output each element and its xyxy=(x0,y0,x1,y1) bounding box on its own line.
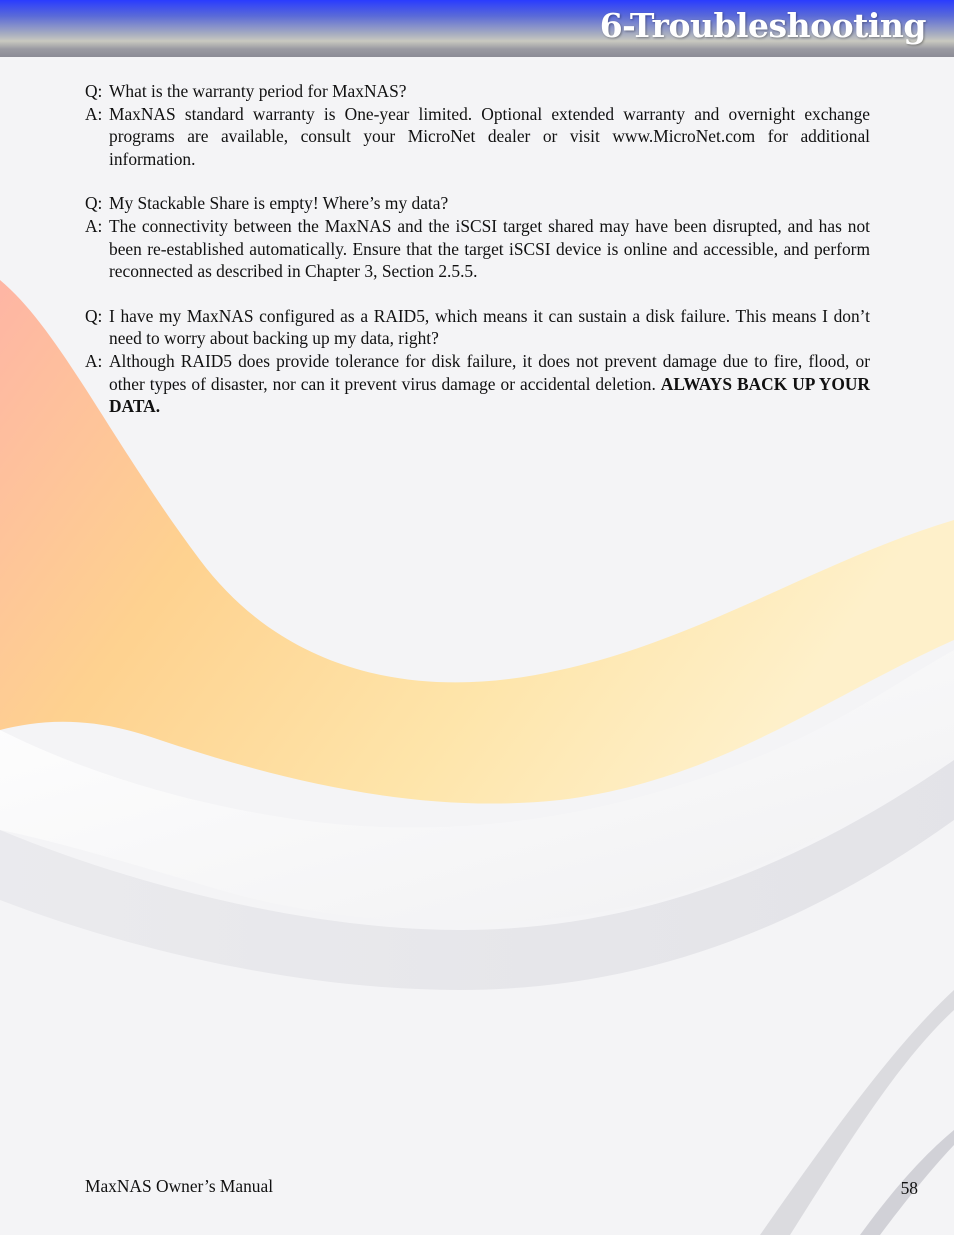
question-row xyxy=(85,192,870,215)
answer-prefix: A: xyxy=(85,103,103,124)
faq-item xyxy=(85,305,870,418)
answer-row xyxy=(85,103,870,171)
header-bar xyxy=(0,0,954,57)
answer-text: MaxNAS standard warranty is One-year limited. Optional extended warranty and overnight exchange programs are available, consult your MicroNet dealer or visit www.MicroNet.com for additional information. xyxy=(109,103,870,169)
answer-emphasis: ALWAYS BACK UP YOUR DATA. xyxy=(109,373,870,417)
question-text: My Stackable Share is empty! Where’s my data? xyxy=(109,193,449,214)
faq-item xyxy=(85,192,870,282)
answer-text-block xyxy=(109,350,870,418)
answer-text: The connectivity between the MaxNAS and the iSCSI target shared may have been disrupted, and has not been re-established automatically. Ensure that the target iSCSI device is online and accessible, and perform reconnected as described in Chapter 3, Section 2.5.5. xyxy=(109,215,870,282)
answer-row xyxy=(85,350,870,418)
answer-text: Although RAID5 does provide tolerance for disk failure, it does not prevent damage due to fire, flood, or other types of disaster, nor can it prevent virus damage or accidental deletion. xyxy=(109,350,870,394)
section-title: 6-Troubleshooting xyxy=(599,6,926,45)
answer-prefix: A: xyxy=(85,350,103,371)
faq-list xyxy=(85,80,870,440)
question-prefix: Q: xyxy=(85,305,103,326)
question-prefix: Q: xyxy=(85,81,103,101)
answer-prefix: A: xyxy=(85,215,103,236)
question-text: I have my MaxNAS configured as a RAID5, which means it can sustain a disk failure. This means I don’t need to worry about backing up my data, right? xyxy=(109,305,870,349)
question-prefix: Q: xyxy=(85,193,103,214)
question-text: What is the warranty period for MaxNAS? xyxy=(109,81,407,101)
footer-page-number: 58 xyxy=(900,1178,918,1198)
answer-row xyxy=(85,215,870,283)
faq-item xyxy=(85,80,870,170)
footer-manual-title: MaxNAS Owner’s Manual xyxy=(85,1176,274,1196)
question-row xyxy=(85,80,870,103)
question-row xyxy=(85,305,870,350)
